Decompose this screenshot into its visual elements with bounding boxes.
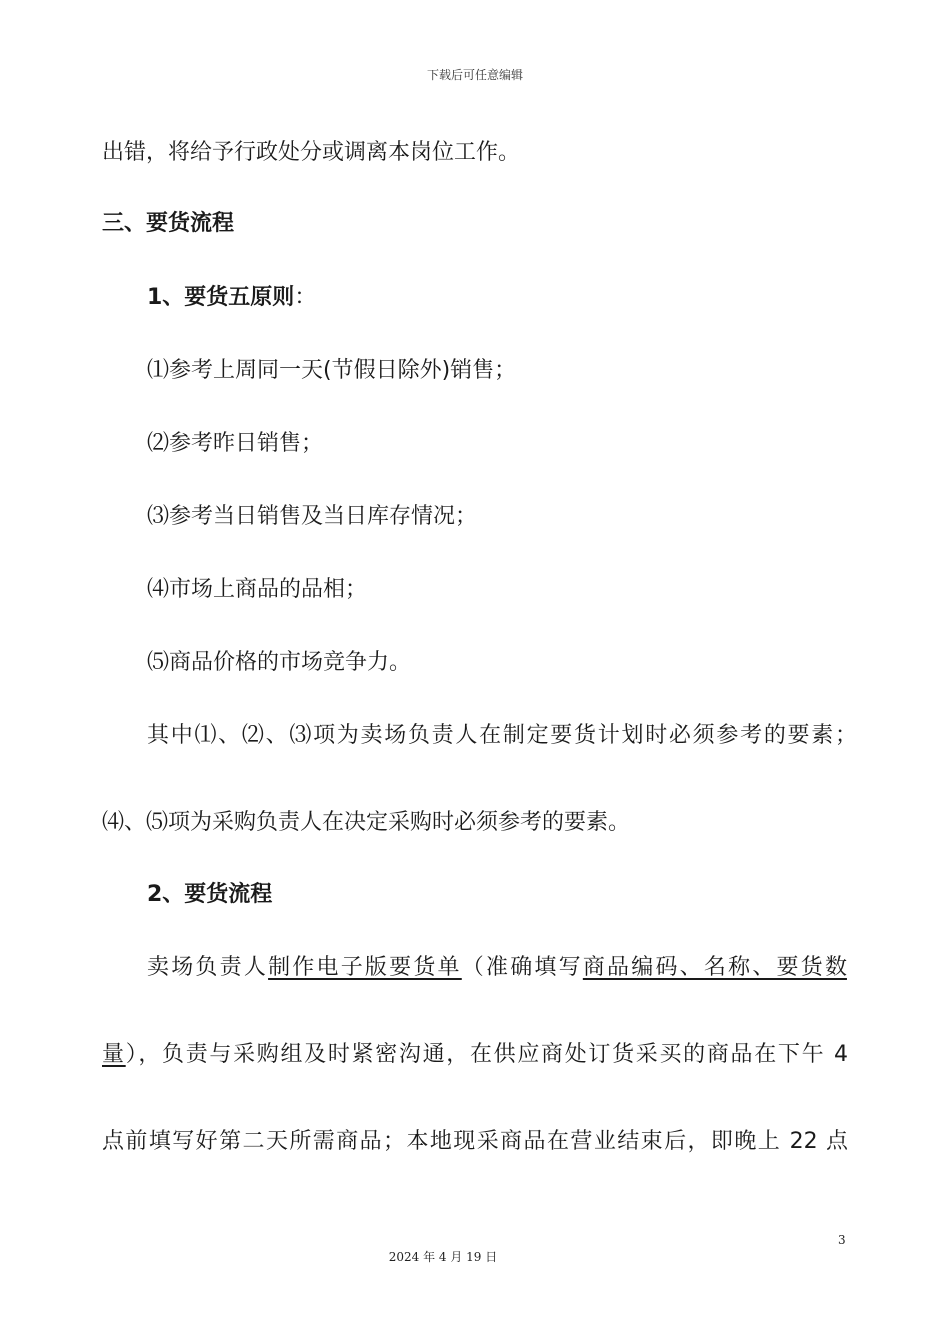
list-item-2: ⑵参考昨日销售；: [147, 431, 324, 456]
note-line-1: 其中⑴、⑵、⑶项为卖场负责人在制定要货计划时必须参考的要素；: [147, 723, 857, 748]
paragraph-line-3: 点前填写好第二天所需商品；本地现采商品在营业结束后，即晚上 22 点: [102, 1129, 848, 1154]
page-footer-date: 2024 年 4 月 19 日: [388, 1250, 498, 1264]
list-item-4: ⑷市场上商品的品相；: [147, 577, 368, 602]
subsection-heading-1: [147, 283, 316, 313]
underlined-text: 商品编码、名称、要货数: [582, 955, 847, 980]
paragraph-text: 卖场负责人: [147, 955, 269, 980]
subsection-heading-1-colon: ：: [294, 285, 317, 310]
page-number: 3: [838, 1233, 846, 1247]
paragraph-text: （准确填写: [461, 955, 583, 980]
list-item-1: ⑴参考上周同一天(节假日除外)销售；: [147, 358, 517, 383]
paragraph-line-1: [147, 953, 847, 983]
underlined-text: 制作电子版要货单: [268, 955, 462, 980]
section-heading: 三、要货流程: [102, 211, 235, 236]
subsection-heading-2: 2、要货流程: [147, 882, 273, 907]
list-item-3: ⑶参考当日销售及当日库存情况；: [147, 504, 478, 529]
list-item-5: ⑸商品价格的市场竞争力。: [147, 650, 412, 675]
paragraph-continuation: 出错，将给予行政处分或调离本岗位工作。: [102, 140, 521, 165]
paragraph-text: ），负责与采购组及时紧密沟通，在供应商处订货采买的商品在下午 4: [125, 1042, 848, 1067]
note-line-2: ⑷、⑸项为采购负责人在决定采购时必须参考的要素。: [102, 810, 631, 835]
page-header: 下载后可任意编辑: [426, 68, 523, 82]
subsection-heading-1-text: 1、要货五原则: [147, 285, 295, 310]
underlined-text: 量: [102, 1042, 126, 1067]
paragraph-line-2: [102, 1040, 848, 1070]
